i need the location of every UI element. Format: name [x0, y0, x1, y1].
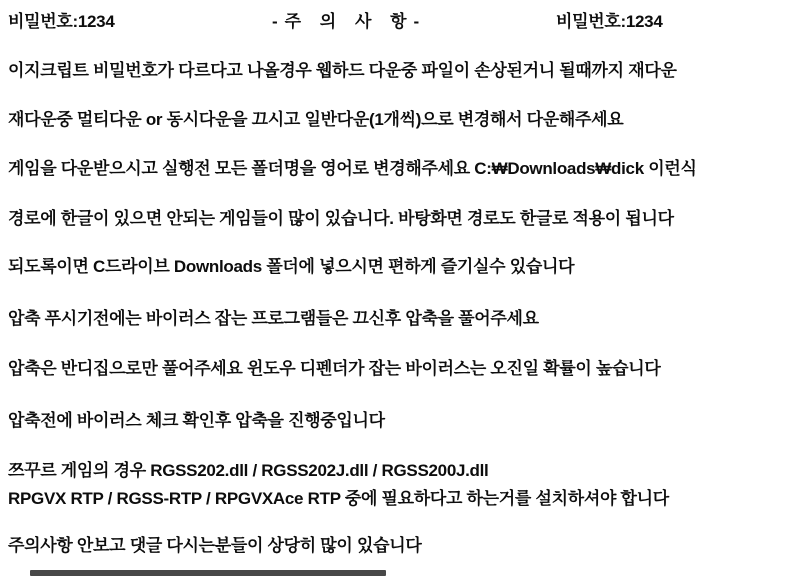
notice-line-rename-folder: 게임을 다운받으시고 실행전 모든 폴더명을 영어로 변경해주세요 C:₩Downloads₩dick 이런식 [8, 159, 697, 178]
notice-line-antivirus-off: 압축 푸시기전에는 바이러스 잡는 프로그램들은 끄신후 압축을 풀어주세요 [8, 309, 539, 328]
page-title: -주 의 사 항- [272, 12, 427, 31]
notice-line-rgss-dll: 쯔꾸르 게임의 경우 RGSS202.dll / RGSS202J.dll / RGSS200J.dll [8, 461, 489, 480]
notice-line-cdrive: 되도록이면 C드라이브 Downloads 폴더에 넣으시면 편하게 즐기실수 있습니다 [8, 257, 575, 276]
notice-line-read-warning: 주의사항 안보고 댓글 다시는분들이 상당히 많이 있습니다 [8, 536, 422, 555]
cutoff-text-remnant [30, 570, 386, 576]
password-left: 비밀번호:1234 [8, 12, 115, 31]
notice-line-multidown: 재다운중 멀티다운 or 동시다운을 끄시고 일반다운(1개씩)으로 변경해서 다운해주세요 [8, 110, 624, 129]
notice-line-virus-check: 압축전에 바이러스 체크 확인후 압축을 진행중입니다 [8, 411, 385, 430]
notice-line-rtp-install: RPGVX RTP / RGSS-RTP / RPGVXAce RTP 중에 필요하다고 하는거를 설치하셔야 합니다 [8, 489, 669, 508]
password-right: 비밀번호:1234 [556, 12, 663, 31]
notice-line-redownload: 이지크립트 비밀번호가 다르다고 나올경우 웹하드 다운중 파일이 손상된거니 될때까지 재다운 [8, 61, 677, 80]
notice-line-bandizip: 압축은 반디집으로만 풀어주세요 윈도우 디펜더가 잡는 바이러스는 오진일 확률이 높습니다 [8, 359, 661, 378]
notice-line-korean-path: 경로에 한글이 있으면 안되는 게임들이 많이 있습니다. 바탕화면 경로도 한글로 적용이 됩니다 [8, 209, 674, 228]
